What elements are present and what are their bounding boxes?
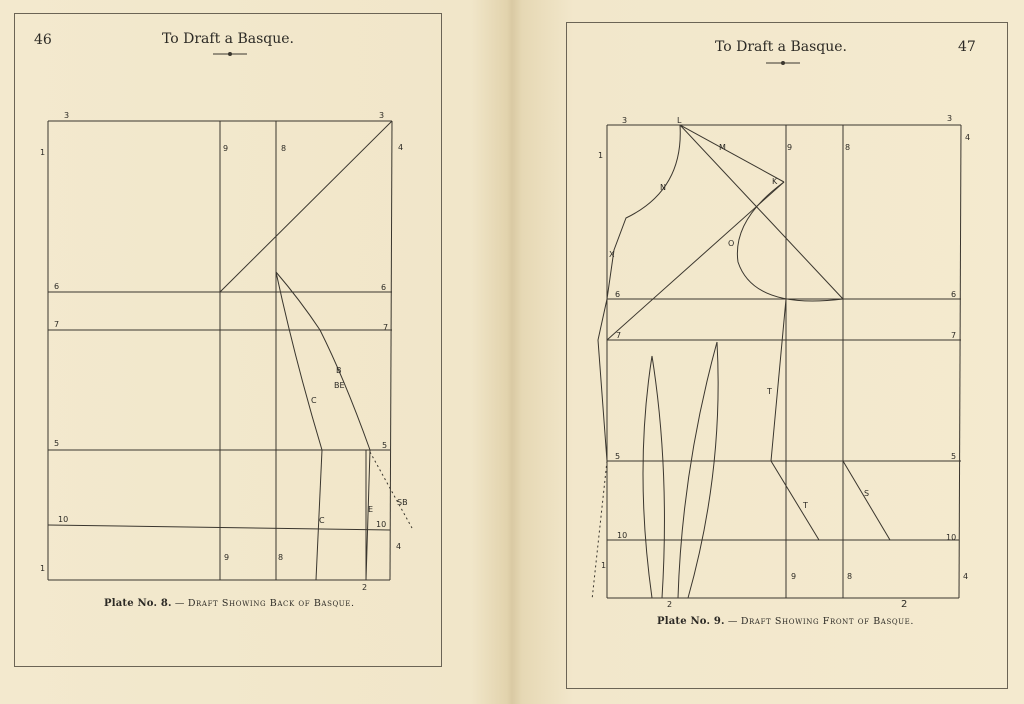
label-sb: SB xyxy=(397,498,408,507)
label-5-right: 5 xyxy=(382,441,388,450)
label-7-left: 7 xyxy=(616,331,622,340)
label-2-bottom-large: 2 xyxy=(901,599,908,610)
line-c-lower xyxy=(316,450,322,580)
label-m: M xyxy=(719,143,726,152)
label-7-right: 7 xyxy=(383,323,389,332)
label-10-right: 10 xyxy=(946,533,957,542)
label-6-right: 6 xyxy=(951,290,957,299)
right-plate-caption xyxy=(657,616,914,627)
label-6-left: 6 xyxy=(54,282,60,291)
right-page-number: 47 xyxy=(958,39,976,55)
left-plate-caption xyxy=(104,598,355,609)
label-5-left: 5 xyxy=(615,452,621,461)
label-8-top: 8 xyxy=(845,143,851,152)
label-8-column: 8 xyxy=(281,144,287,153)
curve-be xyxy=(276,272,370,450)
label-9-column: 9 xyxy=(223,144,229,153)
label-o: O xyxy=(728,239,735,248)
label-5-left: 5 xyxy=(54,439,60,448)
dart-2-right xyxy=(688,342,718,598)
label-3-top: 3 xyxy=(622,116,628,125)
label-t-upper: T xyxy=(767,387,772,396)
label-4-right-lower: 4 xyxy=(396,542,402,551)
shoulder-line xyxy=(680,125,784,182)
curve-c xyxy=(276,272,322,450)
seam-line-s xyxy=(843,461,890,540)
label-3-top-left: 3 xyxy=(64,111,70,120)
label-1-left: 1 xyxy=(598,151,604,160)
label-s: S xyxy=(864,489,870,498)
label-5-right: 5 xyxy=(951,452,957,461)
label-8-bottom: 8 xyxy=(278,553,284,562)
label-4-right: 4 xyxy=(398,143,404,152)
label-b: B xyxy=(336,366,342,375)
label-9-bottom: 9 xyxy=(224,553,230,562)
label-2-bottom-small: 2 xyxy=(667,600,673,609)
label-e: E xyxy=(368,505,374,514)
label-1-left: 1 xyxy=(40,148,46,157)
label-4-right-lower: 4 xyxy=(963,572,969,581)
label-2-bottom: 2 xyxy=(362,583,368,592)
label-3-top-right: 3 xyxy=(947,114,953,123)
diagonal-l-line xyxy=(680,125,843,299)
label-x: X xyxy=(609,250,615,259)
left-caption-dash: — xyxy=(171,598,188,609)
label-10-right: 10 xyxy=(376,520,387,529)
side-seam-t xyxy=(771,299,819,540)
right-caption-description: Draft Showing Front of Basque. xyxy=(740,616,915,627)
draft-right-line xyxy=(390,121,392,580)
label-c-lower: C xyxy=(319,516,325,525)
right-running-title: To Draft a Basque. xyxy=(715,39,847,55)
neck-curve xyxy=(607,125,680,299)
label-6-left: 6 xyxy=(615,290,621,299)
right-plate-number: Plate No. 9. xyxy=(657,616,725,627)
label-8-bottom: 8 xyxy=(847,572,853,581)
diagonal-line xyxy=(220,121,392,292)
left-running-title: To Draft a Basque. xyxy=(162,31,294,47)
label-6-right: 6 xyxy=(381,283,387,292)
left-page xyxy=(0,0,506,704)
front-edge-line xyxy=(598,299,607,461)
label-10-left: 10 xyxy=(58,515,69,524)
line-10 xyxy=(48,525,390,530)
right-caption-dash: — xyxy=(724,616,741,627)
label-9-bottom: 9 xyxy=(791,572,797,581)
dart-1-left xyxy=(643,356,652,598)
left-caption-description: Draft Showing Back of Basque. xyxy=(187,598,355,609)
label-t-lower: T xyxy=(803,501,808,510)
label-be: BE xyxy=(334,381,345,390)
label-3-top-right: 3 xyxy=(379,111,385,120)
label-4-right: 4 xyxy=(965,133,971,142)
label-7-left: 7 xyxy=(54,320,60,329)
label-c: C xyxy=(311,396,317,405)
label-9-top: 9 xyxy=(787,143,793,152)
plate-9-front-draft xyxy=(506,0,1024,704)
label-l: L xyxy=(677,116,682,125)
label-n: N xyxy=(660,183,666,192)
dart-1-right xyxy=(652,356,664,598)
line-e-lower xyxy=(366,450,370,580)
label-1-left-lower: 1 xyxy=(601,561,607,570)
left-page-number: 46 xyxy=(34,32,52,48)
left-plate-number: Plate No. 8. xyxy=(104,598,172,609)
label-k: K xyxy=(772,177,778,186)
label-7-right: 7 xyxy=(951,331,957,340)
draft-right-line xyxy=(959,125,961,598)
armhole-curve xyxy=(737,182,843,301)
dotted-front-extension xyxy=(592,461,607,600)
label-1-bottom-left: 1 xyxy=(40,564,46,573)
label-10-left: 10 xyxy=(617,531,628,540)
right-page xyxy=(506,0,1024,704)
